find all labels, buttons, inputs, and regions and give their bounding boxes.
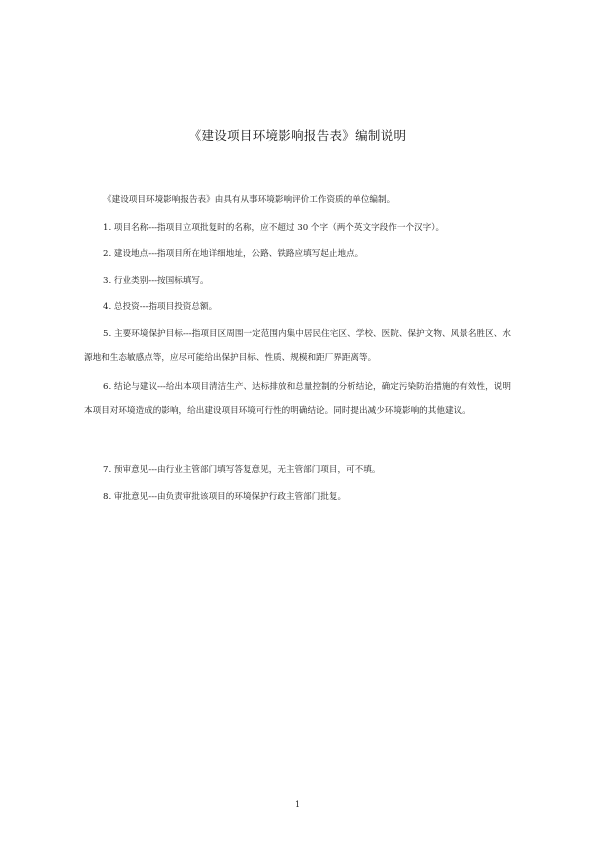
item-project-name: 1. 项目名称---指项目立项批复时的名称，应不超过 30 个字（两个英文字段作一个汉字）。 bbox=[103, 223, 445, 233]
item-protection-targets: 5. 主要环境保护目标---指项目区周围一定范围内集中居民住宅区、学校、医院、保护文物、风景名胜区、水源地和生态敏感点等，应尽可能给出保护目标、性质、规模和距厂界距离等。 bbox=[84, 329, 511, 363]
item-industry-category: 3. 行业类别---按国标填写。 bbox=[103, 276, 209, 286]
document-title: 《建设项目环境影响报告表》编制说明 bbox=[188, 128, 407, 143]
item-construction-site: 2. 建设地点---指项目所在地详细地址，公路、铁路应填写起止地点。 bbox=[103, 249, 364, 259]
item-approval: 8. 审批意见---由负责审批该项目的环境保护行政主管部门批复。 bbox=[103, 492, 347, 502]
intro-paragraph: 《建设项目环境影响报告表》由具有从事环境影响评价工作资质的单位编制。 bbox=[103, 195, 396, 205]
item-total-investment: 4. 总投资---指项目投资总额。 bbox=[103, 302, 218, 312]
item-pre-review: 7. 预审意见---由行业主管部门填写答复意见，无主管部门项目，可不填。 bbox=[103, 465, 381, 475]
item-conclusion: 6. 结论与建议---给出本项目清洁生产、达标排放和总量控制的分析结论，确定污染防治措施的有效性，说明本项目对环境造成的影响，给出建设项目环境可行性的明确结论。同时提出减少环境影响的其他建议。 bbox=[84, 382, 511, 416]
page-number: 1 bbox=[294, 800, 301, 809]
